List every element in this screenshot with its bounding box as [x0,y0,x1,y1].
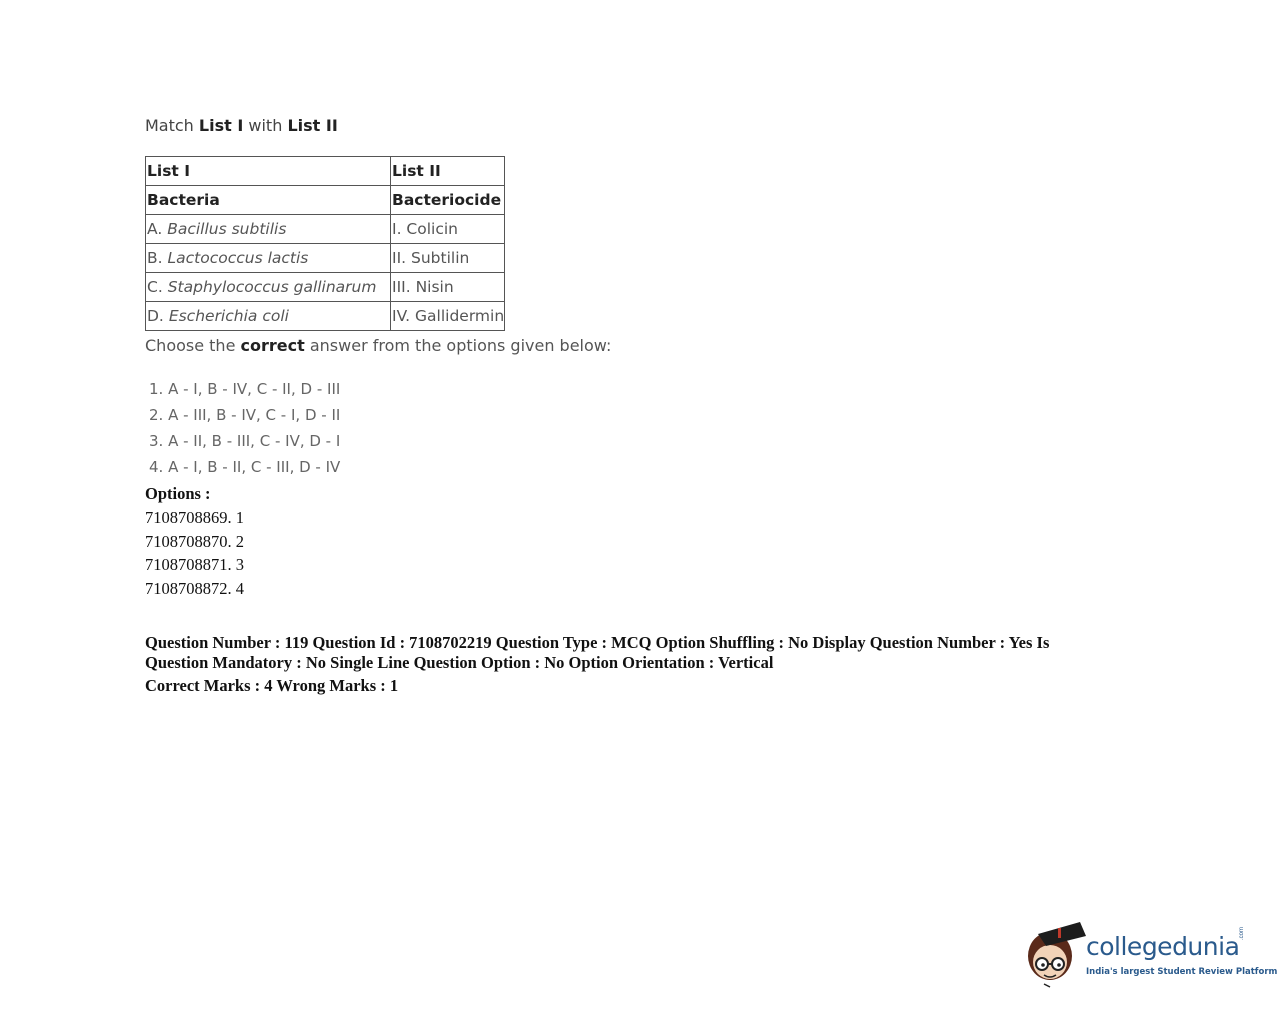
table-row [146,215,505,244]
options-label: Options : [145,484,211,503]
bacteria-cell: A. Bacillus subtilis [146,215,391,244]
header-list2: List II [391,157,505,186]
brand-dotcom: .com [1239,926,1245,940]
table-row [146,273,505,302]
table-row [146,244,505,273]
options-list [145,508,244,603]
question-metadata [145,633,1135,673]
intro-prefix: Match [145,116,194,135]
bacteria-name: Escherichia coli [168,307,289,325]
option-item: 7108708869. 1 [145,508,244,527]
choose-instruction: Choose the correct answer from the options given below: [145,336,612,355]
bacteriocide-cell: IV. Gallidermin [391,302,505,331]
bacteria-name: Bacillus subtilis [167,220,287,238]
table-row [146,302,505,331]
answer-choice: 2. A - III, B - IV, C - I, D - II [149,406,341,424]
table-subheader-row [146,186,505,215]
bacteria-name: Staphylococcus gallinarum [167,278,377,296]
metadata-line-1: Question Number : 119 Question Id : 7108702219 Question Type : MCQ Option Shuffling : No Display Question Number : Yes Is [145,633,1050,652]
choose-emphasis: correct [240,336,305,355]
subheader-bacteria: Bacteria [146,186,391,215]
metadata-line-2: Question Mandatory : No Single Line Question Option : No Option Orientation : Vertical [145,653,774,672]
bacteriocide-cell: III. Nisin [391,273,505,302]
marks-info: Correct Marks : 4 Wrong Marks : 1 [145,676,399,695]
collegedunia-logo [1024,918,1278,990]
table-header-row [146,157,505,186]
bacteria-name: Lactococcus lactis [167,249,309,267]
mascot-icon [1024,918,1086,990]
bacteria-cell: D. Escherichia coli [146,302,391,331]
brand-name: collegedunia [1086,932,1240,961]
subheader-bacteriocide: Bacteriocide [391,186,505,215]
answer-choices [149,379,340,483]
bacteria-cell: B. Lactococcus lactis [146,244,391,273]
bacteriocide-cell: I. Colicin [391,215,505,244]
answer-choice: 1. A - I, B - IV, C - II, D - III [149,380,341,398]
intro-list2: List II [287,116,338,135]
question-intro [145,116,338,135]
brand-tagline: India's largest Student Review Platform [1086,967,1278,977]
header-list1: List I [146,157,391,186]
answer-choice: 4. A - I, B - II, C - III, D - IV [149,458,341,476]
option-item: 7108708870. 2 [145,531,244,551]
bacteria-cell: C. Staphylococcus gallinarum [146,273,391,302]
option-item: 7108708872. 4 [145,579,244,599]
match-table [145,156,505,331]
answer-choice: 3. A - II, B - III, C - IV, D - I [149,432,341,450]
intro-list1: List I [198,116,244,135]
bacteriocide-cell: II. Subtilin [391,244,505,273]
intro-mid: with [248,116,283,135]
option-item: 7108708871. 3 [145,555,244,575]
